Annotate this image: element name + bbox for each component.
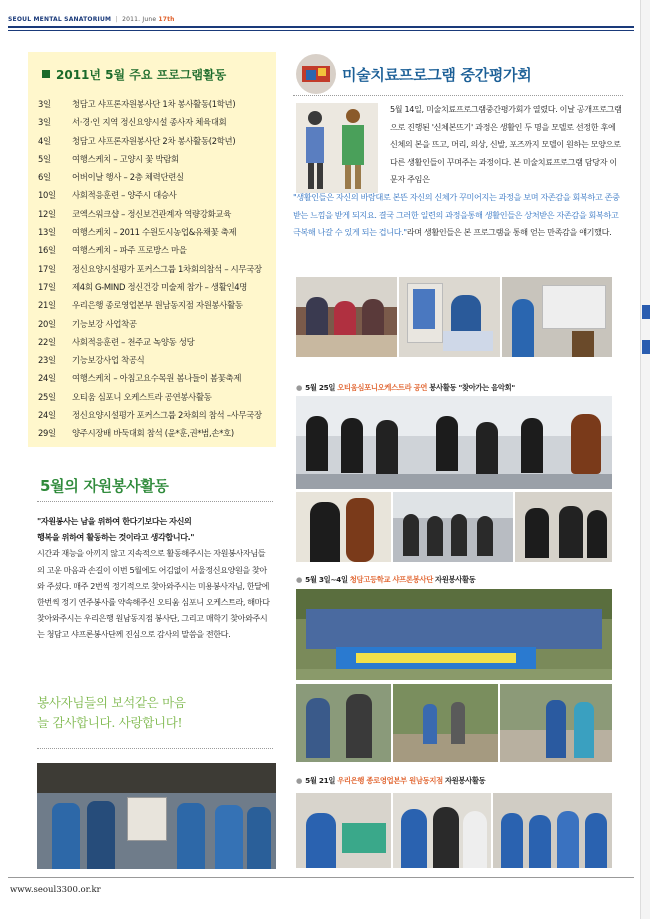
list-item: 21일 우리은행 종로영업본부 원남동지점 자원봉사활동 bbox=[38, 300, 243, 311]
program-list bbox=[38, 95, 274, 443]
edge-tab bbox=[642, 305, 650, 319]
cheongdam-photo bbox=[393, 684, 498, 762]
dotted-divider bbox=[37, 501, 273, 502]
page-edge bbox=[640, 0, 650, 919]
bank-volunteer-photo bbox=[393, 793, 491, 868]
bank-volunteer-photo bbox=[493, 793, 612, 868]
list-item: 12일 코엑스워크샵 – 정신보건관계자 역량강화교육 bbox=[38, 208, 231, 219]
cheongdam-group-photo bbox=[296, 589, 612, 680]
list-item: 20일 기능보강 사업착공 bbox=[38, 318, 137, 329]
list-item: 6일 어버이날 행사 – 2층 체력단련실 bbox=[38, 172, 184, 183]
art-therapy-logo bbox=[296, 54, 336, 94]
dotted-divider bbox=[293, 95, 623, 96]
list-item: 3일 서·경·인 지역 정신요양시설 종사자 체육대회 bbox=[38, 117, 227, 128]
list-item: 5일 여행스케치 – 고양시 꽃 박람회 bbox=[38, 153, 179, 164]
photo-caption: ● 5월 21일 우리은행 종로영업본부 원남동지점 자원봉사활동 bbox=[296, 776, 486, 785]
list-item: 17일 정신요양시설평가 포커스그룹 1차회의참석 – 시무국장 bbox=[38, 263, 262, 274]
program-title: 2011년 5월 주요 프로그램활동 bbox=[42, 66, 226, 83]
orchestra-photo bbox=[515, 492, 612, 562]
list-item: 13일 여행스케치 – 2011 수원도시농업&유채꽃 축제 bbox=[38, 227, 237, 238]
art-therapy-title: 미술치료프로그램 중간평가회 bbox=[342, 66, 532, 84]
header-rule-thin bbox=[8, 30, 634, 31]
art-session-photo bbox=[502, 277, 612, 357]
volunteer-title: 5월의 자원봉사활동 bbox=[40, 477, 169, 495]
list-item: 24일 정신요양시설평가 포커스그룹 2차회의 참석 –사무국장 bbox=[38, 410, 262, 421]
edge-tab bbox=[642, 340, 650, 354]
bank-volunteer-photo bbox=[296, 793, 391, 868]
square-bullet-icon bbox=[42, 70, 50, 78]
header-rule bbox=[8, 26, 634, 28]
list-item: 24일 여행스케치 – 아침고요수목원 봄나들이 봄꽃축제 bbox=[38, 373, 242, 384]
art-quote: "생활인들은 자신의 바람대로 본뜬 자신의 신체가 꾸미어지는 과정을 보며 자존감을 회복하고 존중받는 느낌을 받게 되지요. 결국 그러한 일련의 과정을통해 생활인들은 상처받은 자존감을 회복하고 극복해 나갈 수 있게 되는 겁니다." bbox=[293, 191, 620, 238]
art-therapy-text: 5월 14일, 미술치료프로그램중간평가회가 열렸다. 이날 공개프로그램으로 진행된 '신체본뜨기' 과정은 생활인 두 명을 모델로 선정한 후에 신체의 본을 뜨고, 머리, 의상, 신발, 포즈까지 모델이 원하는 모양으로 다른 생활인들이 꾸며주는 과정이다. 본 미술치료프로그램 담당자 이문자 주임은 "생활인들은 자신의 바람대로 본뜬 자신의 신체가 꾸미어지는 과정을 보며 자존감을 회복하고 존중받는 느낌을 받게 되지요. 결국 그러한 일련의 과정을통해 생활인들은 상처받은 자존감을 회복하고 극복해 나갈 수 있게 되는 겁니다."라며 생활인들은 본 프로그램을 통해 얻는 만족감을 얘기했다. bbox=[293, 104, 622, 238]
dotted-divider bbox=[37, 748, 273, 749]
photo-caption: ● 5월 25일 오티움심포니오케스트라 공연 봉사활동 "찾아가는 음악회" bbox=[296, 383, 515, 392]
list-item: 4일 청담고 샤프론자원봉사단 2차 봉사활동(2학년) bbox=[38, 135, 236, 146]
orchestra-photo bbox=[296, 396, 612, 489]
footer-rule bbox=[8, 877, 634, 878]
volunteer-group-photo bbox=[37, 763, 276, 869]
footer-url[interactable]: www.seoul3300.or.kr bbox=[10, 885, 101, 895]
orchestra-photo bbox=[296, 492, 391, 562]
list-item: 3일 청담고 샤프론자원봉사단 1차 봉사활동(1학년) bbox=[38, 99, 236, 109]
program-box bbox=[28, 52, 276, 447]
list-item: 29일 양주시장배 바둑대회 참석 (윤*훈,권*범,손*호) bbox=[38, 428, 234, 439]
photo-caption: ● 5월 3일~4일 청담고등학교 샤프론봉사단 자원봉사활동 bbox=[296, 575, 476, 584]
art-session-photo bbox=[296, 277, 397, 357]
cheongdam-photo bbox=[296, 684, 391, 762]
masthead: SEOUL MENTAL SANATORIUM | 2011. June 17th bbox=[8, 16, 175, 23]
list-item: 22일 사회적응훈련 – 천주교 녹양동 성당 bbox=[38, 336, 195, 347]
list-item: 16일 여행스케치 – 파주 프로방스 마을 bbox=[38, 245, 187, 256]
list-item: 23일 기능보강사업 착공식 bbox=[38, 355, 145, 366]
list-item: 17일 제4회 G-MIND 정신건강 미술제 참가 – 생활인4명 bbox=[38, 281, 248, 292]
issue-date: 2011. June 17th bbox=[122, 16, 175, 23]
list-item: 25일 오티움 심포니 오케스트라 공연봉사활동 bbox=[38, 391, 212, 402]
volunteer-text: "자원봉사는 남을 위하여 한다기보다는 자신의 행복을 위하여 활동하는 것이라고 생각합니다." 시간과 재능을 아끼지 않고 지속적으로 활동해주시는 자원봉사자님들의 고운 마음과 손길이 이번 5월에도 어김없이 서울정신요양원을 찾아와 주셨다. 매주 2번씩 정기적으로 찾아와주시는 미용봉사자님, 한달에 한번씩 정기 연주봉사를 약속해주신 오티움 심포니 오케스트라, 해마다 찾아와주시는 우리은행 원남동지점 봉사단, 그리고 매학기 찾아와주시는 청담고 샤프론봉사단께 진심으로 감사의 말씀을 전한다. bbox=[37, 516, 270, 640]
orchestra-photo bbox=[393, 492, 513, 562]
list-item: 10일 사회적응훈련 – 양주시 대승사 bbox=[38, 190, 177, 201]
cheongdam-photo bbox=[500, 684, 612, 762]
art-session-photo bbox=[399, 277, 500, 357]
thanks-message: 봉사자님들의 보석같은 마음 늘 감사합니다. 사랑합니다! bbox=[37, 695, 186, 730]
publication-name: SEOUL MENTAL SANATORIUM bbox=[8, 16, 112, 23]
